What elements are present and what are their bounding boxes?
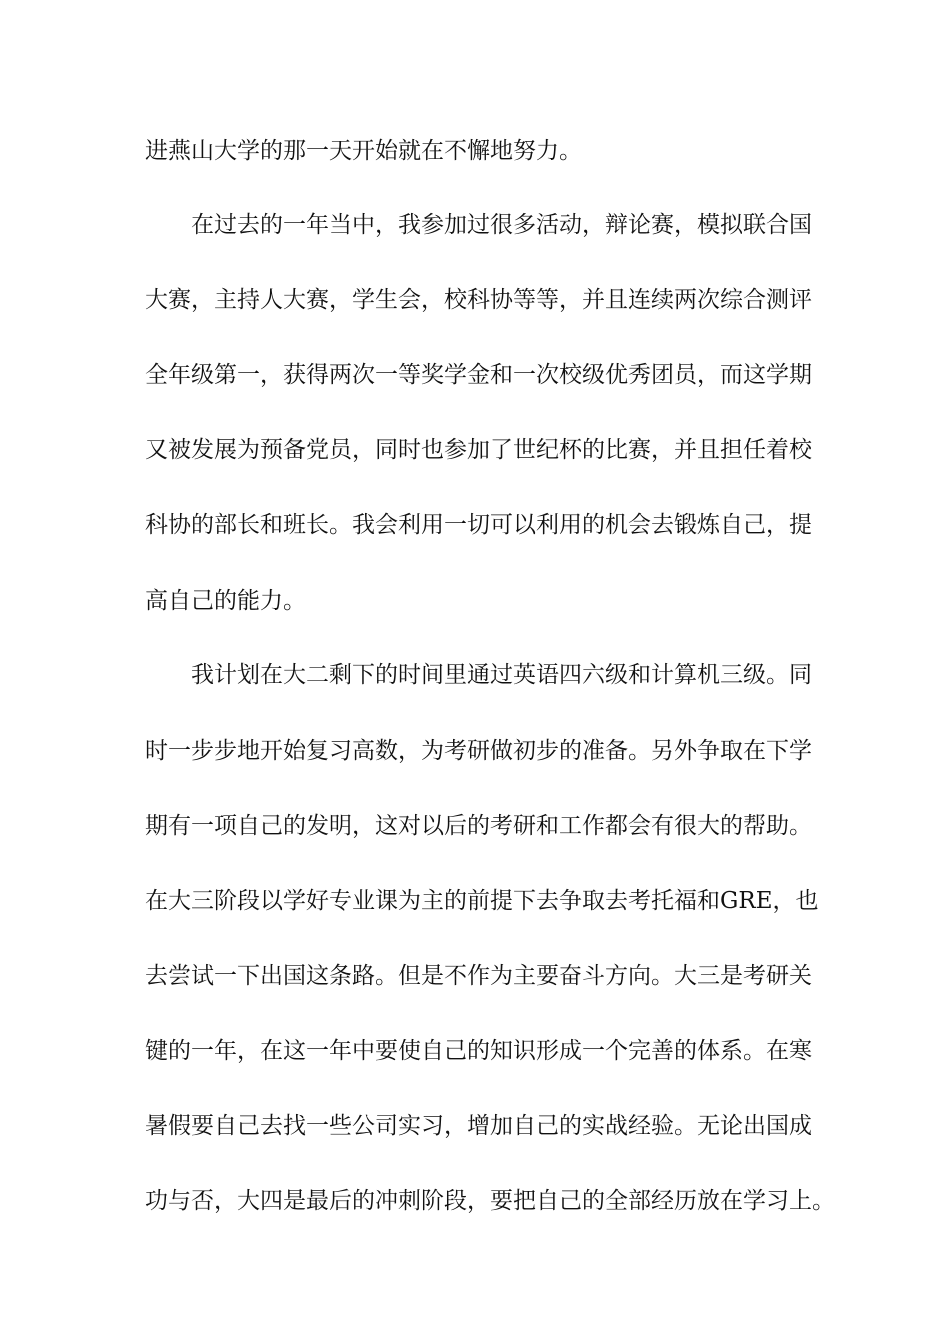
text-line: 在大三阶段以学好专业课为主的前提下去争取去考托福和GRE，也 <box>145 888 819 914</box>
text-line: 键的一年，在这一年中要使自己的知识形成一个完善的体系。在寒 <box>145 1038 812 1064</box>
paragraph-first-line: 在过去的一年当中，我参加过很多活动，辩论赛，模拟联合国 <box>191 212 812 238</box>
text-line: 又被发展为预备党员，同时也参加了世纪杯的比赛，并且担任着校 <box>145 437 812 463</box>
text-line: 大赛，主持人大赛，学生会，校科协等等，并且连续两次综合测评 <box>145 287 812 313</box>
text-line: 全年级第一，获得两次一等奖学金和一次校级优秀团员，而这学期 <box>145 362 812 388</box>
text-line: 期有一项自己的发明，这对以后的考研和工作都会有很大的帮助。 <box>145 813 812 839</box>
text-line: 去尝试一下出国这条路。但是不作为主要奋斗方向。大三是考研关 <box>145 963 812 989</box>
paragraph-first-line: 我计划在大二剩下的时间里通过英语四六级和计算机三级。同 <box>191 662 812 688</box>
text-line: 暑假要自己去找一些公司实习，增加自己的实战经验。无论出国成 <box>145 1113 812 1139</box>
text-line: 进燕山大学的那一天开始就在不懈地努力。 <box>145 138 582 164</box>
text-line: 高自己的能力。 <box>145 588 306 614</box>
text-line: 时一步步地开始复习高数，为考研做初步的准备。另外争取在下学 <box>145 738 812 764</box>
text-line: 科协的部长和班长。我会利用一切可以利用的机会去锻炼自己，提 <box>145 512 812 538</box>
text-line: 功与否，大四是最后的冲刺阶段，要把自己的全部经历放在学习上。 <box>145 1188 835 1214</box>
